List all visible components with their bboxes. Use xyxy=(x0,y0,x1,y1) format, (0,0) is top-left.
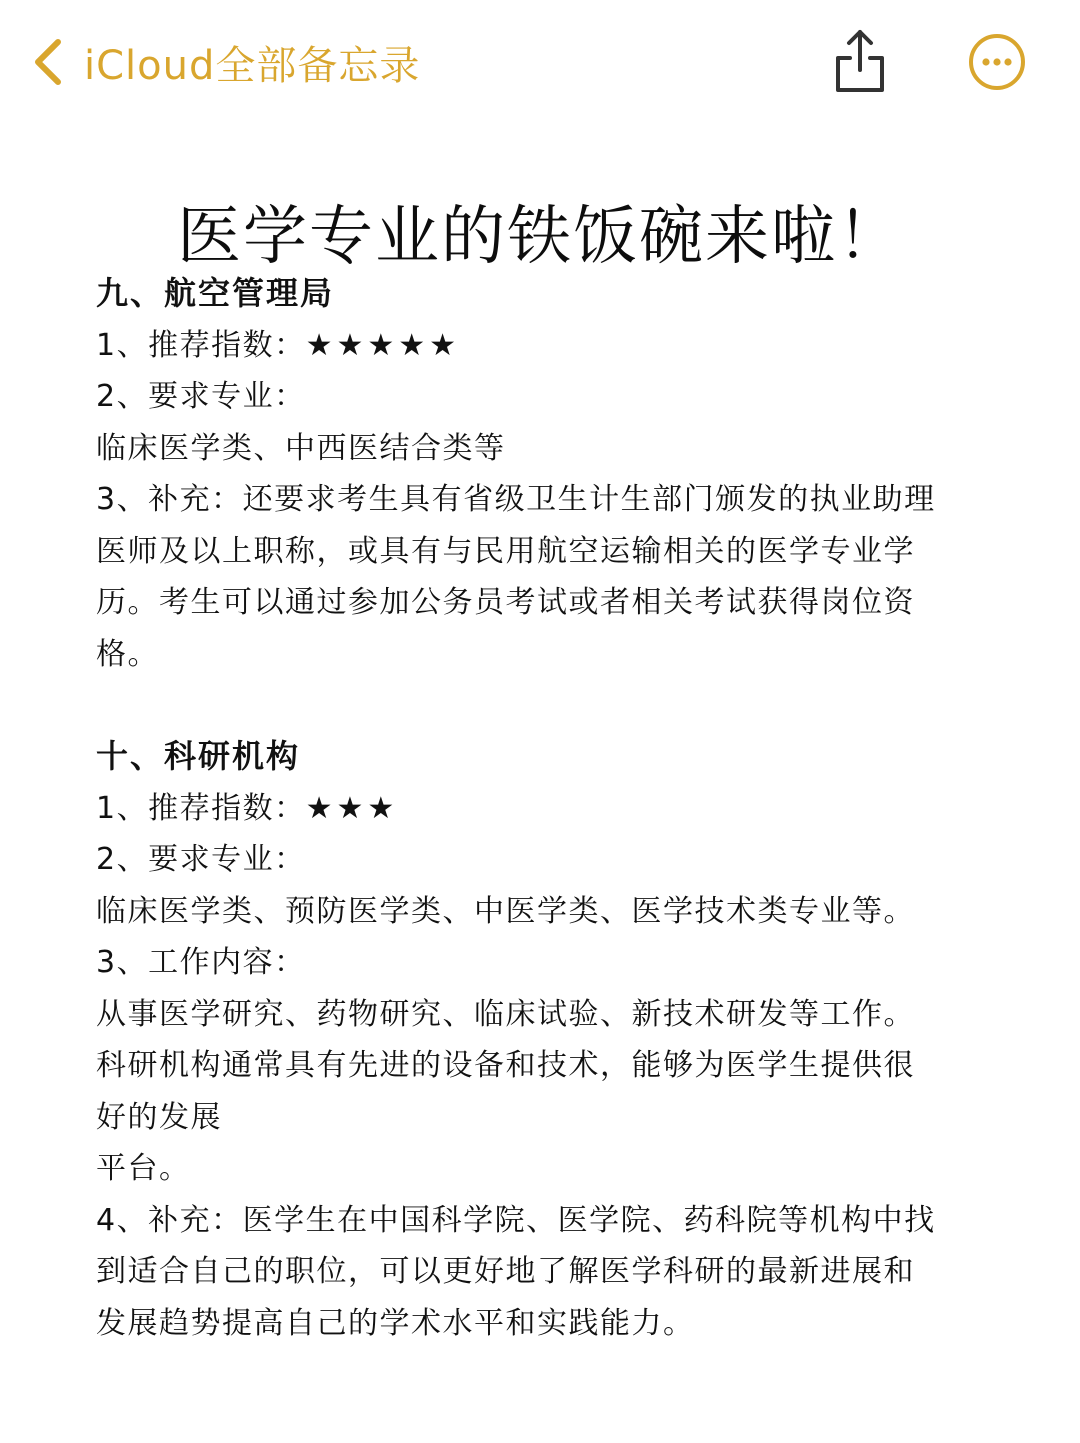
text-line: 3、工作内容： xyxy=(96,945,306,980)
text-line: 到适合自己的职位，可以更好地了解医学科研的最新进展和 xyxy=(96,1254,915,1289)
rating-label: 1、推荐指数： xyxy=(96,790,306,826)
text-line: 好的发展 xyxy=(96,1099,222,1135)
text-line: 格。 xyxy=(96,636,159,672)
text-line: 发展趋势提高自己的学术水平和实践能力。 xyxy=(96,1305,695,1341)
text-line: 平台。 xyxy=(96,1151,191,1186)
text-line: 临床医学类、预防医学类、中医学类、医学技术类专业等。 xyxy=(96,893,915,929)
text-line: 4、补充：医学生在中国科学院、医学院、药科院等机构中找 xyxy=(96,1202,936,1238)
text-line: 3、补充：还要求考生具有省级卫生计生部门颁发的执业助理 xyxy=(96,482,936,517)
text-line: 2、要求专业： xyxy=(96,842,306,877)
rating-stars: ★★★★★ xyxy=(305,327,461,363)
note-title: 医学专业的铁饭碗来啦！ xyxy=(177,199,903,274)
more-options-button[interactable] xyxy=(968,33,1026,91)
share-button[interactable] xyxy=(832,28,888,94)
text-line: 从事医学研究、药物研究、临床试验、新技术研发等工作。 xyxy=(96,996,915,1032)
text-line: 2、要求专业： xyxy=(96,379,306,414)
text-line: 医师及以上职称，或具有与民用航空运输相关的医学专业学 xyxy=(96,533,915,569)
back-button[interactable] xyxy=(28,30,420,94)
rating-line xyxy=(96,783,986,835)
chevron-left-icon xyxy=(28,36,66,88)
text-line: 历。考生可以通过参加公务员考试或者相关考试获得岗位资 xyxy=(96,585,915,620)
share-icon xyxy=(832,28,888,94)
section-research-institutions xyxy=(96,731,986,1349)
section-heading: 九、航空管理局 xyxy=(96,274,335,312)
rating-stars: ★★★ xyxy=(305,790,399,826)
note-body[interactable] xyxy=(96,268,986,1349)
section-aviation-administration xyxy=(96,268,986,680)
section-heading: 十、科研机构 xyxy=(96,737,301,775)
text-line: 科研机构通常具有先进的设备和技术，能够为医学生提供很 xyxy=(96,1048,915,1083)
rating-label: 1、推荐指数： xyxy=(96,327,306,363)
text-line: 临床医学类、中西医结合类等 xyxy=(96,430,506,466)
navigation-bar xyxy=(0,0,1080,120)
rating-line xyxy=(96,320,986,372)
more-icon xyxy=(968,33,1026,91)
back-label: iCloud全部备忘录 xyxy=(84,42,421,89)
